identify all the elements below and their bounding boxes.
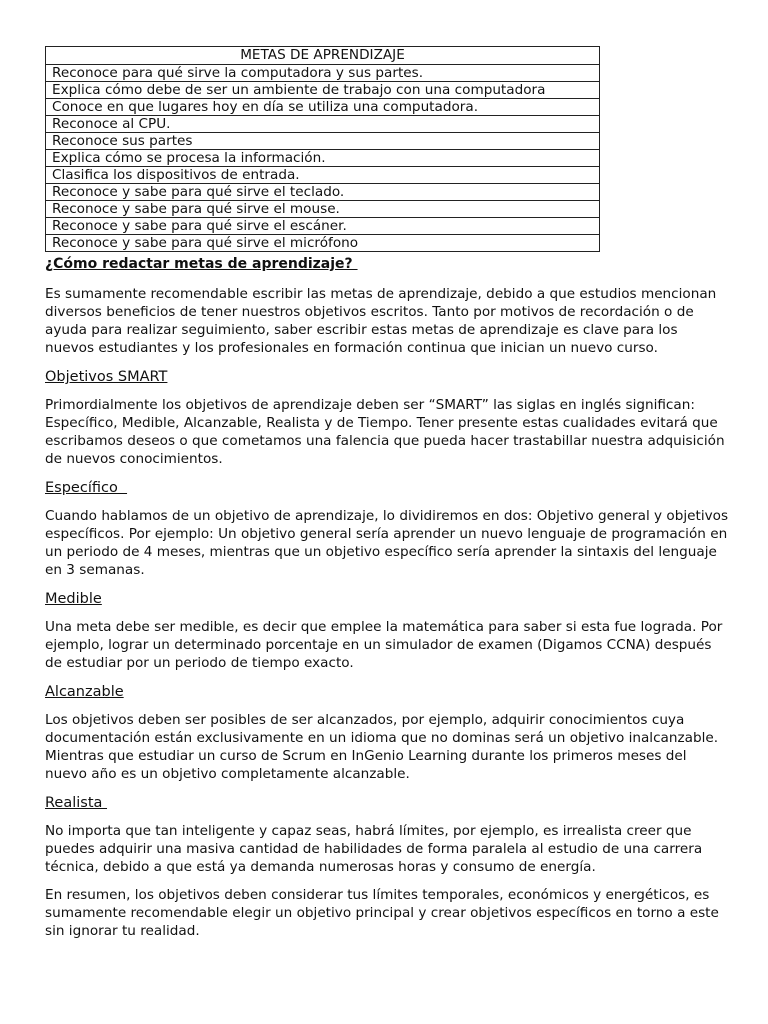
table-row: [46, 116, 600, 133]
article-body: [45, 255, 730, 950]
table-cell: Explica cómo se procesa la información.: [46, 150, 600, 167]
especifico-paragraph: Cuando hablamos de un objetivo de aprendizaje, lo dividiremos en dos: Objetivo general y objetivos específicos. Por ejemplo: Un objetivo general sería aprender un nuevo lenguaje de programación en un periodo de 4 meses, mientras que un objetivo específico sería aprender la sintaxis del lenguaje en 3 semanas.: [45, 508, 729, 578]
realista-paragraph: No importa que tan inteligente y capaz seas, habrá límites, por ejemplo, es irrealista creer que puedes adquirir una masiva cantidad de habilidades de forma paralela al estudio de una carrera técnica, debido a que está ya demanda numerosas horas y consumo de energía.: [45, 823, 703, 875]
alcanzable-paragraph: Los objetivos deben ser posibles de ser alcanzados, por ejemplo, adquirir conocimientos cuya documentación están exclusivamente en un idioma que no dominas será un objetivo inalcanzable. Mientras que estudiar un curso de Scrum en InGenio Learning durante los primeros meses del nuevo año es un objetivo completamente alcanzable.: [45, 712, 719, 782]
table-header-row: [46, 47, 600, 65]
smart-paragraph: Primordialmente los objetivos de aprendizaje deben ser “SMART” las siglas en inglés significan: Específico, Medible, Alcanzable, Realista y de Tiempo. Tener presente estas cualidades evitará que escribamos deseos o que cometamos una falencia que pueda hacer trastabillar nuestra adquisición de nuevos conocimientos.: [45, 397, 725, 467]
learning-goals-table: [45, 46, 600, 252]
section-title-especifico: Específico: [45, 480, 128, 496]
table-cell: Reconoce sus partes: [46, 133, 600, 150]
table-cell: Reconoce y sabe para qué sirve el teclado.: [46, 184, 600, 201]
table-cell: Clasifica los dispositivos de entrada.: [46, 167, 600, 184]
table-row: [46, 65, 600, 82]
intro-paragraph: Es sumamente recomendable escribir las metas de aprendizaje, debido a que estudios mencionan diversos beneficios de tener nuestros objetivos escritos. Tanto por motivos de recordación o de ayuda para realizar seguimiento, saber escribir estas metas de aprendizaje es clave para los nuevos estudiantes y los profesionales en formación continua que inician un nuevo curso.: [45, 286, 717, 356]
table-row: [46, 184, 600, 201]
table-cell: Reconoce y sabe para qué sirve el escáner.: [46, 218, 600, 235]
section-title-smart: Objetivos SMART: [45, 369, 168, 385]
table-cell: Reconoce al CPU.: [46, 116, 600, 133]
table-row: [46, 201, 600, 218]
table-header: METAS DE APRENDIZAJE: [46, 47, 600, 65]
table-row: [46, 133, 600, 150]
table-row: [46, 167, 600, 184]
medible-paragraph: Una meta debe ser medible, es decir que emplee la matemática para saber si esta fue lograda. Por ejemplo, lograr un determinado porcentaje en un simulador de examen (Digamos CCNA) después de estudiar por un periodo de tiempo exacto.: [45, 619, 723, 671]
table-cell: Conoce en que lugares hoy en día se utiliza una computadora.: [46, 99, 600, 116]
table-row: [46, 235, 600, 252]
table-cell: Reconoce para qué sirve la computadora y sus partes.: [46, 65, 600, 82]
table-row: [46, 82, 600, 99]
table-row: [46, 99, 600, 116]
table-cell: Reconoce y sabe para qué sirve el mouse.: [46, 201, 600, 218]
summary-paragraph: En resumen, los objetivos deben considerar tus límites temporales, económicos y energéticos, es sumamente recomendable elegir un objetivo principal y crear objetivos específicos en torno a este sin ignorar tu realidad.: [45, 887, 719, 939]
table-cell: Reconoce y sabe para qué sirve el micrófono: [46, 235, 600, 252]
section-title-alcanzable: Alcanzable: [45, 684, 124, 700]
section-title-realista: Realista: [45, 795, 108, 811]
table-row: [46, 218, 600, 235]
article-title: ¿Cómo redactar metas de aprendizaje?: [45, 256, 358, 272]
table-row: [46, 150, 600, 167]
section-title-medible: Medible: [45, 591, 102, 607]
table-cell: Explica cómo debe de ser un ambiente de trabajo con una computadora: [46, 82, 600, 99]
